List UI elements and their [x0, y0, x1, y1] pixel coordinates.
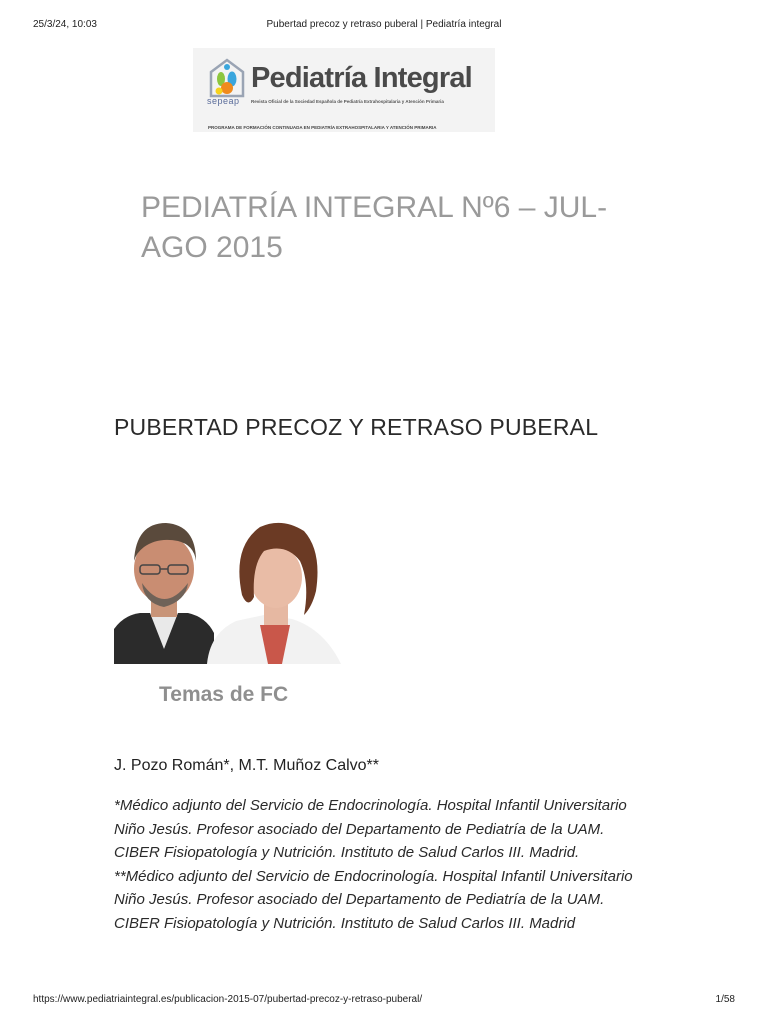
section-label[interactable]: Temas de FC: [159, 683, 289, 706]
print-url: https://www.pediatriaintegral.es/publicacion-2015-07/pubertad-precoz-y-retraso-puberal/: [33, 994, 423, 1005]
authors-photo: [114, 517, 341, 664]
logo-org-name: sepeap: [207, 96, 240, 106]
authors-affiliation: *Médico adjunto del Servicio de Endocrinología. Hospital Infantil Universitario Niño Jesús. Profesor asociado del Departamento de Pediatría de la UAM. CIBER Fisiopatología y Nutrición. Instituto de Salud Carlos III. Madrid. **Médico adjunto del Servicio de Endocrinología. Hospital Infantil Universitario Niño Jesús. Profesor asociado del Departamento de Pediatría de la UAM. CIBER Fisiopatología y Nutrición. Instituto de Salud Carlos III. Madrid: [114, 797, 633, 932]
issue-title: PEDIATRÍA INTEGRAL Nº6 – JUL-AGO 2015: [141, 191, 608, 264]
logo-program-line: PROGRAMA DE FORMACIÓN CONTINUADA EN PEDIATRÍA EXTRAHOSPITALARIA Y ATENCIÓN PRIMARIA: [208, 125, 437, 130]
print-footer: [0, 994, 768, 1008]
print-page-title: Pubertad precoz y retraso puberal | Pediatría integral: [266, 19, 502, 30]
print-header: [0, 19, 768, 33]
print-datetime: 25/3/24, 10:03: [33, 19, 97, 30]
site-logo-banner[interactable]: [193, 48, 495, 132]
logo-tagline: Revista Oficial de la Sociedad Española de Pediatría Extrahospitalaria y Atención Primaria: [251, 99, 444, 104]
authors-line: J. Pozo Román*, M.T. Muñoz Calvo**: [114, 757, 379, 774]
logo-brand-name: Pediatría Integral: [251, 62, 472, 94]
print-page-number: 1/58: [715, 994, 735, 1005]
article-title: PUBERTAD PRECOZ Y RETRASO PUBERAL: [114, 414, 599, 440]
